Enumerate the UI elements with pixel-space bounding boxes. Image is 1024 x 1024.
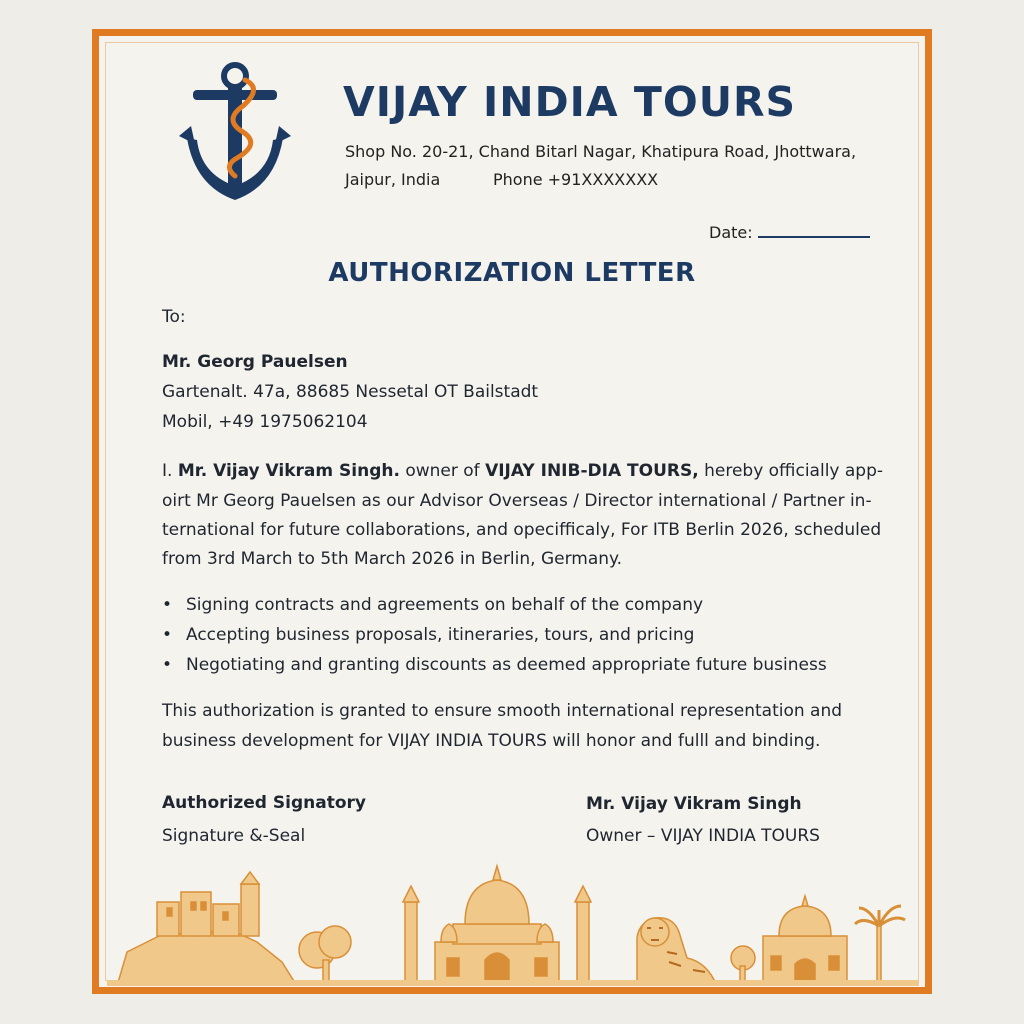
list-item: [162, 655, 827, 675]
p1-text: owner of: [399, 461, 486, 481]
paragraph1-line4: from 3rd March to 5th March 2026 in Berlin, Germany.: [162, 549, 623, 569]
owner-name: Mr. Vijay Vikram Singh: [586, 794, 802, 814]
date-blank-line: [758, 236, 870, 238]
recipient-phone: Mobil, +49 1975062104: [162, 412, 368, 432]
paragraph1-line3: ternational for future collaborations, and opecifficaly, For ITB Berlin 2026, scheduled: [162, 520, 882, 540]
recipient-address: Gartenalt. 47a, 88685 Nessetal OT Bailstadt: [162, 382, 539, 402]
anchor-icon: [173, 58, 297, 208]
bullet-glyph: •: [162, 595, 173, 615]
recipient-name: Mr. Georg Pauelsen: [162, 352, 348, 372]
signature-seal-label: Signature &-Seal: [162, 826, 306, 846]
date-label: Date:: [709, 223, 753, 242]
list-item: [162, 595, 703, 615]
list-item-text: Accepting business proposals, itineraries, tours, and pricing: [186, 625, 695, 645]
paragraph1-line1: [162, 461, 883, 481]
list-item-text: Signing contracts and agreements on behalf of the company: [186, 595, 704, 615]
company-address-line2: Jaipur, India: [345, 170, 441, 189]
list-item: [162, 625, 694, 645]
to-label: To:: [162, 307, 186, 327]
company-name: VIJAY INDIA TOURS: [343, 78, 797, 126]
signatory-title: Authorized Signatory: [162, 793, 366, 813]
company-address-line1: Shop No. 20-21, Chand Bitarl Nagar, Khatipura Road, Jhottwara,: [345, 142, 857, 161]
p1-text: hereby officially app-: [698, 461, 884, 481]
document-title: AUTHORIZATION LETTER: [328, 258, 696, 288]
letter-sheet: [92, 29, 932, 994]
owner-name-inline: Mr. Vijay Vikram Singh.: [177, 461, 400, 481]
company-name-inline: VIJAY INIB-DIA TOURS,: [485, 461, 699, 481]
owner-title: Owner – VIJAY INDIA TOURS: [586, 826, 820, 846]
paragraph2-line1: This authorization is granted to ensure smooth international representation and: [162, 701, 843, 721]
paragraph2-line2: business development for VIJAY INDIA TOURS will honor and fulll and binding.: [162, 731, 821, 751]
paragraph1-line2: oirt Mr Georg Pauelsen as our Advisor Overseas / Director international / Partner in-: [162, 491, 872, 511]
list-item-text: Negotiating and granting discounts as deemed appropriate future business: [186, 655, 827, 675]
p1-text: I.: [162, 461, 178, 481]
bullet-glyph: •: [162, 625, 173, 645]
india-skyline-illustration: [107, 862, 919, 986]
company-phone: Phone +91XXXXXXX: [493, 170, 659, 189]
bullet-glyph: •: [162, 655, 173, 675]
